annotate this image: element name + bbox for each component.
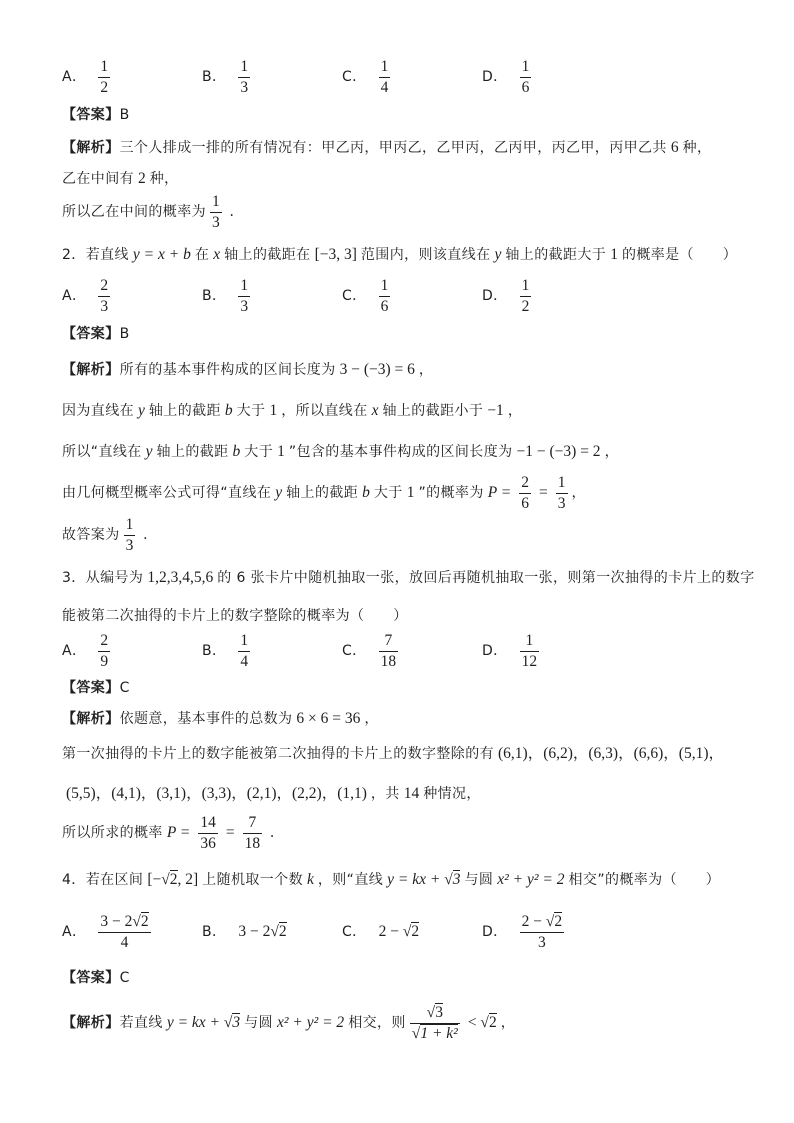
math-number: 1 [406,484,415,501]
analysis-text: ，所以直线在 [281,403,368,419]
circle-equation: x² + y² = 2 [276,1014,345,1031]
denominator: 3 [212,213,220,231]
variable: b [232,443,241,460]
numerator: 1 [379,57,391,78]
period: . [229,203,234,220]
expr-prefix: y = kx + √ [387,871,453,888]
variable: y [275,484,283,501]
option-label: D． [482,288,508,304]
math-number: 14 [403,785,420,802]
variable: b [224,402,233,419]
q1-option-c [342,57,482,98]
option-fraction [520,276,532,317]
option-fraction [379,57,391,98]
q4-option-c [342,922,482,942]
analysis-text: 大于 [244,444,274,460]
equals-sign: = [225,824,235,841]
expr-prefix: 2 − √ [521,912,555,930]
option-fraction [98,912,150,953]
stem-text: 的 6 张卡片中随机抽取一张，放回后再随机抽取一张，则第一次抽得的卡片上的数字 [217,570,755,586]
q4-option-d [482,912,622,953]
stem-text: ，则“直线 [317,872,384,888]
q4-options-row [62,910,622,954]
answer-value: C [119,680,130,696]
option-label: A． [62,288,87,304]
numerator: 1 [124,515,136,536]
math-number: 1 [277,443,285,460]
analysis-text: ”的概率为 [418,485,484,501]
q2-option-d [482,276,622,317]
radicand: 3 [435,1003,443,1021]
math-expression: 3 − (−3) = 6 [339,361,415,378]
denominator: 6 [380,297,389,315]
analysis-text: 依题意，基本事件的总数为 [119,711,293,727]
answer-value: B [119,107,130,123]
analysis-text: 大于 [236,403,266,419]
denominator: 18 [244,834,261,852]
q2-options-row [62,274,622,318]
denominator [410,1024,460,1044]
q2-option-a [62,276,202,317]
variable: x [371,402,379,419]
radicand: 2 [488,1014,497,1031]
stem-text: 能被第二次抽得的卡片上的数字整除的概率为（ ） [62,608,408,624]
analysis-text: 轴上的截距 [148,403,221,419]
analysis-text: 乙在中间有 [62,171,134,187]
analysis-text: 大于 [373,485,403,501]
analysis-text: 若直线 [119,1015,163,1031]
q2-analysis-line-1 [62,348,433,392]
variable: k [306,871,314,888]
denominator: 6 [521,494,530,512]
stem-text: 若在区间 [85,872,144,888]
denominator: 3 [537,933,546,951]
math-number: −1 [487,402,504,419]
stem-text: 范围内，则该直线在 [360,247,491,263]
answer-tag: 【答案】 [62,680,120,696]
option-fraction [379,631,399,672]
radicand: 1 + k² [420,1024,458,1042]
analysis-text: 种， [149,171,179,187]
stem-text: 上随机取一个数 [202,872,303,888]
expr-prefix: 2 − √ [378,923,412,940]
analysis-text: 由几何概型概率公式可得“直线在 [62,485,272,501]
numerator: 1 [238,276,250,297]
q3-option-c [342,631,482,672]
equals-sign: = [539,484,548,501]
q4-option-b [202,922,342,942]
denominator: 12 [521,652,538,670]
q1-option-b [202,57,342,98]
math-number: 1 [610,246,618,263]
numerator: 1 [98,57,110,78]
numerator: 7 [243,813,263,834]
q1-option-a [62,57,202,98]
question-number: 2． [62,247,86,263]
analysis-text: ， [604,444,619,460]
answer-value: B [119,326,130,342]
analysis-text: 第一次抽得的卡片上的数字能被第二次抽得的卡片上的数字整除的有 [62,746,494,762]
denominator: 3 [240,78,249,96]
analysis-text: 三个人排成一排的所有情况有：甲乙丙，甲丙乙，乙甲丙，乙丙甲，丙乙甲，丙甲乙共 [119,140,667,156]
analysis-tag: 【解析】 [62,711,120,727]
analysis-text: 所以所求的概率 [62,825,163,841]
q2-option-b [202,276,342,317]
expr-prefix: 3 − 2√ [238,923,279,940]
answer-tag: 【答案】 [62,107,120,123]
radicand: 2 [278,923,287,940]
answer-tag: 【答案】 [62,326,120,342]
denominator: 6 [521,78,530,96]
q3-analysis-line-4 [62,811,278,855]
math-expression: 6 × 6 = 36 [296,710,361,727]
q2-analysis-line-5 [62,513,151,557]
numerator: 1 [520,57,532,78]
option-label: C． [342,924,367,940]
math-number: 2 [138,170,146,187]
option-fraction [238,276,250,317]
numerator: 2 [98,631,110,652]
option-label: A． [62,643,87,659]
probability-symbol: P = [487,484,512,501]
stem-text: 轴上的截距在 [224,247,311,263]
variable: y [494,246,502,263]
analysis-text: 故答案为 [62,527,120,543]
numerator [410,1003,460,1024]
analysis-text: 轴上的截距小于 [382,403,484,419]
sqrt-sign: √ [426,1003,436,1021]
denominator: 2 [521,297,530,315]
numerator: 7 [379,631,399,652]
q3-analysis-line-2 [62,732,728,776]
q1-option-d [482,57,622,98]
line-equation [167,1013,240,1033]
expr-prefix: < √ [467,1014,489,1031]
option-label: A． [62,924,87,940]
analysis-tag: 【解析】 [62,1015,120,1031]
fraction [198,813,218,854]
radicand: 2 [169,871,178,888]
numerator: 1 [210,192,222,213]
numerator: 1 [238,631,250,652]
option-label: B． [202,924,227,940]
option-fraction [98,276,110,317]
stem-text: 相交”的概率为（ ） [568,872,721,888]
q1-options-row [62,55,622,99]
math-number: 1 [269,402,278,419]
denominator: 4 [120,933,129,951]
denominator: 2 [100,78,109,96]
answer-tag: 【答案】 [62,970,120,986]
variable: b [362,484,370,501]
variable: x [213,246,221,263]
option-fraction [379,276,391,317]
circle-equation: x² + y² = 2 [497,871,565,888]
ordered-pairs: (6,1)，(6,2)，(6,3)，(6,6)，(5,1)， [498,745,724,762]
analysis-text: 所有的基本事件构成的区间长度为 [119,362,336,378]
stem-text: 与圆 [464,872,494,888]
option-label: A． [62,69,87,85]
fraction [519,473,531,514]
denominator: 3 [125,536,134,554]
option-fraction [238,631,250,672]
numerator: 1 [238,57,250,78]
analysis-text: 与圆 [244,1015,273,1031]
math-number: 6 [670,139,679,156]
radicand: 2 [554,912,563,930]
expr-prefix: [−√ [147,871,170,888]
analysis-text: 所以乙在中间的概率为 [62,204,206,220]
denominator: 4 [380,78,389,96]
probability-symbol: P = [166,824,191,841]
analysis-text: 种， [682,140,712,156]
option-fraction [520,631,540,672]
analysis-text: ， [571,485,586,501]
interval [147,870,198,890]
analysis-text: ， [507,403,523,419]
inequality [468,1013,497,1033]
question-number: 4． [62,872,86,888]
answer-value: C [119,970,130,986]
stem-text: 的概率是（ ） [621,247,738,263]
denominator: 4 [240,652,249,670]
stem-text: 轴上的截距大于 [505,247,607,263]
numerator: 2 [519,473,531,494]
q2-stem [62,233,737,277]
analysis-text: ”包含的基本事件构成的区间长度为 [288,444,513,460]
q4-stem [62,858,720,902]
denominator: 36 [200,834,216,852]
radicand: 2 [411,923,420,940]
line-equation: y = x + b [132,246,191,263]
fraction [556,473,568,514]
option-label: C． [342,643,367,659]
q1-analysis-line-3 [62,190,238,234]
radicand: 2 [140,912,149,930]
denominator: 3 [557,494,566,512]
option-fraction [238,57,250,98]
analysis-text: ，共 [370,786,400,802]
analysis-text: 所以“直线在 [62,444,142,460]
radicand: 3 [232,1014,241,1031]
analysis-text: ， [418,362,434,378]
expr-prefix: y = kx + √ [166,1014,233,1031]
q4-answer [62,956,130,1000]
option-fraction [98,57,110,98]
option-label: C． [342,288,367,304]
option-label: B． [202,288,227,304]
analysis-text: ， [364,711,379,727]
option-expression [238,922,286,942]
variable: y [145,443,153,460]
option-fraction [520,57,532,98]
option-label: C． [342,69,367,85]
q3-option-b [202,631,342,672]
q3-analysis-line-3 [62,772,481,816]
expr-prefix: 3 − 2√ [100,912,141,930]
numerator: 2 [98,276,110,297]
stem-text: 从编号为 [85,570,144,586]
analysis-text: 因为直线在 [62,403,134,419]
fraction [124,515,136,556]
distance-fraction [410,1003,460,1044]
q3-options-row [62,629,622,673]
option-label: B． [202,69,227,85]
numerator: 1 [520,631,540,652]
option-label: D． [482,69,508,85]
interval: [−3, 3] [314,246,357,263]
q2-analysis-line-2 [62,389,522,433]
math-expression: −1 − (−3) = 2 [516,443,601,460]
numerator [520,912,565,933]
ordered-pairs: (5,5)，(4,1)，(3,1)，(3,3)，(2,1)，(2,2)，(1,1) [66,785,367,802]
sqrt-sign: √ [411,1024,421,1042]
option-expression [379,922,420,942]
analysis-tag: 【解析】 [62,362,120,378]
q2-analysis-line-3 [62,430,619,474]
analysis-text: 相交，则 [348,1015,406,1031]
denominator: 18 [380,652,397,670]
q2-analysis-line-4 [62,471,586,515]
denominator: 9 [100,652,109,670]
numerator: 1 [379,276,391,297]
expr-suffix: , 2] [177,871,199,888]
option-label: D． [482,643,508,659]
period: . [270,824,274,841]
analysis-text: ， [500,1015,516,1031]
analysis-text: 种情况， [423,786,481,802]
stem-text: 若直线 [85,247,129,263]
analysis-text: 轴上的截距 [156,444,229,460]
q4-analysis-line-1 [62,1001,515,1045]
stem-text: 在 [194,247,210,263]
option-label: B． [202,643,227,659]
numerator [98,912,150,933]
denominator: 3 [240,297,249,315]
numerator: 1 [520,276,532,297]
variable: y [138,402,145,419]
q3-option-d [482,631,622,672]
line-equation [387,870,460,890]
card-numbers: 1,2,3,4,5,6 [147,569,214,586]
numerator: 14 [198,813,218,834]
q2-option-c [342,276,482,317]
option-label: D． [482,924,508,940]
period: . [143,526,148,543]
radicand: 3 [452,871,461,888]
numerator: 1 [556,473,568,494]
question-number: 3． [62,570,86,586]
fraction [210,192,222,233]
analysis-tag: 【解析】 [62,140,120,156]
option-fraction [520,912,565,953]
analysis-text: 轴上的截距 [286,485,359,501]
denominator: 3 [100,297,109,315]
fraction [243,813,263,854]
q4-option-a [62,912,202,953]
